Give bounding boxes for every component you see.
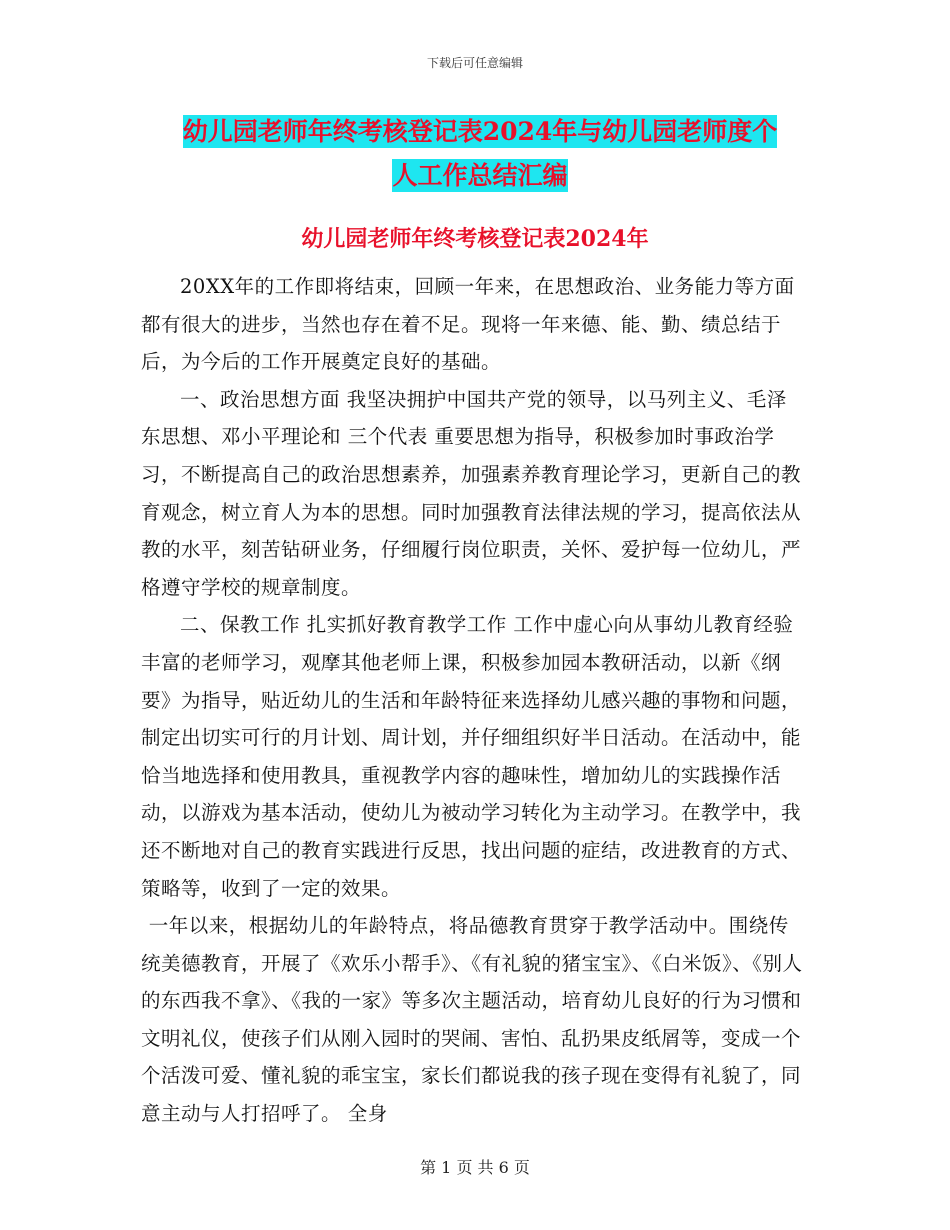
- page-footer: 第 1 页 共 6 页: [420, 1158, 530, 1177]
- paragraph-intro: 20XX年的工作即将结束，回顾一年来，在思想政治、业务能力等方面都有很大的进步，当然也存在着不足。现将一年来德、能、勤、绩总结于后，为今后的工作开展奠定良好的基础。: [141, 275, 795, 374]
- document-title-line-2: [140, 156, 820, 196]
- section-title: 幼儿园老师年终考核登记表2024年: [301, 226, 649, 252]
- title-highlight-1: 幼儿园老师年终考核登记表2024年与幼儿园老师度个: [182, 117, 778, 146]
- body-text: [141, 268, 805, 1133]
- paragraph-teaching: 二、保教工作 扎实抓好教育教学工作 工作中虚心向从事幼儿教育经验丰富的老师学习，观摩其他老师上课，积极参加园本教研活动，以新《纲要》为指导，贴近幼儿的生活和年龄特征来选择幼儿感兴趣的事物和问题，制定出切实可行的月计划、周计划，并仔细组织好半日活动。在活动中，能恰当地选择和使用教具，重视教学内容的趣味性，增加幼儿的实践操作活动，以游戏为基本活动，使幼儿为被动学习转化为主动学习。在教学中，我还不断地对自己的教育实践进行反思，找出问题的症结，改进教育的方式、策略等，收到了一定的效果。: [141, 613, 802, 900]
- document-title-line-1: [140, 112, 820, 152]
- title-highlight-2: 人工作总结汇编: [392, 161, 568, 190]
- paragraph-moral: 一年以来，根据幼儿的年龄特点，将品德教育贯穿于教学活动中。围绕传统美德教育，开展了《欢乐小帮手》、《有礼貌的猪宝宝》、《白米饭》、《别人的东西我不拿》、《我的一家》等多次主题活动，培育幼儿良好的行为习惯和文明礼仪，使孩子们从刚入园时的哭闹、害怕、乱扔果皮纸屑等，变成一个个活泼可爱、懂礼貌的乖宝宝，家长们都说我的孩子现在变得有礼貌了，同意主动与人打招呼了。 全身: [141, 914, 803, 1126]
- header-note: 下载后可任意编辑: [426, 56, 523, 70]
- paragraph-political: 一、政治思想方面 我坚决拥护中国共产党的领导，以马列主义、毛泽东思想、邓小平理论和 三个代表 重要思想为指导，积极参加时事政治学习，不断提高自己的政治思想素养，加强素养教育理论学习，更新自己的教育观念，树立育人为本的思想。同时加强教育法律法规的学习，提高依法从教的水平，刻苦钻研业务，仔细履行岗位职责，关怀、爱护每一位幼儿，严格遵守学校的规章制度。: [141, 387, 802, 599]
